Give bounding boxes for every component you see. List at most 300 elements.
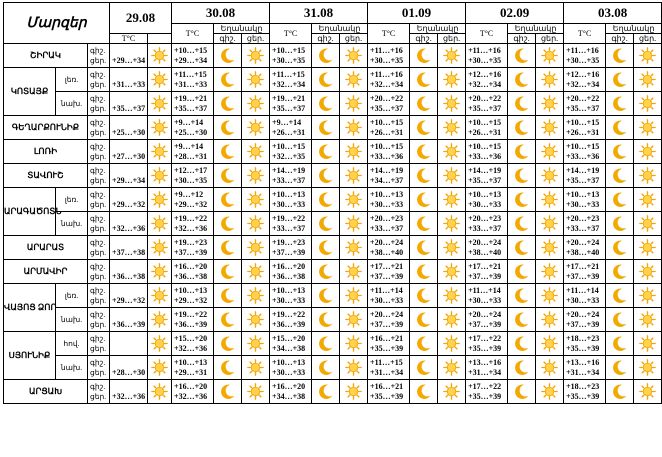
night-icon-cell xyxy=(410,116,438,140)
day-icon-cell xyxy=(634,380,662,404)
moon-icon xyxy=(219,335,236,352)
weather-icon-cell xyxy=(148,116,172,140)
weather-icon-cell xyxy=(148,140,172,164)
weather-icon-cell xyxy=(148,188,172,212)
table-row xyxy=(4,44,662,68)
sun-icon xyxy=(541,335,558,352)
night-icon-cell xyxy=(410,356,438,380)
temp-cell: +11…+14 +30…+33 xyxy=(564,284,606,308)
moon-icon xyxy=(415,263,432,280)
night-icon-cell xyxy=(606,68,634,92)
sun-icon xyxy=(541,215,558,232)
sun-icon xyxy=(151,239,168,256)
day-icon-cell xyxy=(634,44,662,68)
sun-icon xyxy=(247,119,264,136)
temp-cell: +29…+34 xyxy=(110,164,148,188)
moon-icon xyxy=(317,47,334,64)
weather-header: Եղանակը xyxy=(606,24,662,34)
period-labels: գիշ. ցեր. xyxy=(88,68,110,92)
night-icon-cell xyxy=(410,188,438,212)
night-icon-cell xyxy=(508,44,536,68)
day-icon-cell xyxy=(340,164,368,188)
sun-icon xyxy=(541,383,558,400)
temp-cell: +20…+22 +35…+37 xyxy=(368,92,410,116)
day-icon-cell xyxy=(340,92,368,116)
day-icon-cell xyxy=(242,116,270,140)
day-icon-cell xyxy=(634,164,662,188)
night-icon-cell xyxy=(312,356,340,380)
temp-cell: +9…+12 +29…+32 xyxy=(172,188,214,212)
period-labels: գիշ. ցեր. xyxy=(88,212,110,236)
night-icon-cell xyxy=(312,308,340,332)
day-icon-cell xyxy=(242,284,270,308)
night-icon-cell xyxy=(508,68,536,92)
temp-cell: +20…+22 +35…+37 xyxy=(564,92,606,116)
table-row xyxy=(4,212,662,236)
sun-icon xyxy=(541,47,558,64)
day-header: ցեր. xyxy=(242,34,270,44)
sun-icon xyxy=(541,191,558,208)
day-icon-cell xyxy=(634,92,662,116)
moon-icon xyxy=(415,95,432,112)
sun-icon xyxy=(443,119,460,136)
temp-cell: +19…+22 +36…+39 xyxy=(270,308,312,332)
night-icon-cell xyxy=(312,188,340,212)
sun-icon xyxy=(151,359,168,376)
temp-cell: +13…+16 +31…+34 xyxy=(564,356,606,380)
temp-cell: +19…+21 +35…+37 xyxy=(172,92,214,116)
moon-icon xyxy=(317,311,334,328)
moon-icon xyxy=(317,71,334,88)
table-row xyxy=(4,308,662,332)
temp-cell: +10…+13 +29…+32 xyxy=(172,284,214,308)
regions-header: Մարզեր xyxy=(4,3,110,44)
moon-icon xyxy=(513,287,530,304)
zone-name: հով. xyxy=(56,332,88,356)
moon-icon xyxy=(219,263,236,280)
period-labels: գիշ. ցեր. xyxy=(88,380,110,404)
temp-cell: +20…+23 +33…+37 xyxy=(564,212,606,236)
night-icon-cell xyxy=(214,92,242,116)
night-icon-cell xyxy=(214,164,242,188)
sun-icon xyxy=(247,71,264,88)
night-icon-cell xyxy=(312,164,340,188)
moon-icon xyxy=(415,71,432,88)
sun-icon xyxy=(443,239,460,256)
weather-header: Եղանակը xyxy=(312,24,368,34)
day-icon-cell xyxy=(438,164,466,188)
sun-icon xyxy=(247,95,264,112)
day-icon-cell xyxy=(634,284,662,308)
temp-cell: +19…+22 +33…+37 xyxy=(270,212,312,236)
temp-cell: +14…+19 +34…+37 xyxy=(368,164,410,188)
temp-cell: +16…+20 +36…+38 xyxy=(270,260,312,284)
temp-cell: +10…+13 +30…+33 xyxy=(270,188,312,212)
night-icon-cell xyxy=(410,68,438,92)
sun-icon xyxy=(247,263,264,280)
moon-icon xyxy=(611,71,628,88)
temp-cell: +29…+34 xyxy=(110,44,148,68)
temp-cell: +19…+23 +37…+39 xyxy=(172,236,214,260)
sun-icon xyxy=(639,335,656,352)
moon-icon xyxy=(317,119,334,136)
day-icon-cell xyxy=(242,380,270,404)
moon-icon xyxy=(415,119,432,136)
table-row xyxy=(4,68,662,92)
temp-cell: +11…+16 +32…+34 xyxy=(368,68,410,92)
moon-icon xyxy=(219,287,236,304)
moon-icon xyxy=(611,335,628,352)
night-icon-cell xyxy=(508,140,536,164)
temp-cell: +27…+30 xyxy=(110,140,148,164)
sun-icon xyxy=(151,167,168,184)
sun-icon xyxy=(541,287,558,304)
moon-icon xyxy=(219,95,236,112)
moon-icon xyxy=(415,47,432,64)
sun-icon xyxy=(345,287,362,304)
sun-icon xyxy=(639,119,656,136)
moon-icon xyxy=(611,95,628,112)
period-labels: գիշ. ցեր. xyxy=(88,116,110,140)
moon-icon xyxy=(219,215,236,232)
day-icon-cell xyxy=(536,116,564,140)
sun-icon xyxy=(541,239,558,256)
moon-icon xyxy=(513,167,530,184)
day-icon-cell xyxy=(242,212,270,236)
moon-icon xyxy=(513,143,530,160)
moon-icon xyxy=(317,191,334,208)
moon-icon xyxy=(219,383,236,400)
day-icon-cell xyxy=(438,44,466,68)
night-icon-cell xyxy=(606,308,634,332)
day-icon-cell xyxy=(536,380,564,404)
sun-icon xyxy=(151,311,168,328)
moon-icon xyxy=(611,191,628,208)
table-row xyxy=(4,380,662,404)
moon-icon xyxy=(611,167,628,184)
temp-cell: +36…+38 xyxy=(110,260,148,284)
temp-cell: +16…+20 +32…+36 xyxy=(172,380,214,404)
night-icon-cell xyxy=(214,236,242,260)
day-icon-cell xyxy=(340,380,368,404)
moon-icon xyxy=(219,47,236,64)
day-icon-cell xyxy=(340,68,368,92)
day-icon-cell xyxy=(438,284,466,308)
table-row xyxy=(4,236,662,260)
temp-cell: +11…+16 +30…+35 xyxy=(368,44,410,68)
night-icon-cell xyxy=(312,260,340,284)
temp-cell: +20…+23 +33…+37 xyxy=(466,212,508,236)
night-icon-cell xyxy=(410,212,438,236)
date-header: 29.08 xyxy=(110,3,172,34)
day-icon-cell xyxy=(634,356,662,380)
region-name: ԱՐՄԱՎԻՐ xyxy=(4,260,88,284)
table-row xyxy=(4,356,662,380)
temp-header: T°C xyxy=(110,34,148,44)
sun-icon xyxy=(541,263,558,280)
night-icon-cell xyxy=(410,44,438,68)
moon-icon xyxy=(611,47,628,64)
moon-icon xyxy=(513,95,530,112)
temp-cell: +10…+15 +33…+36 xyxy=(368,140,410,164)
sun-icon xyxy=(443,335,460,352)
moon-icon xyxy=(317,335,334,352)
temp-cell: +18…+23 +35…+39 xyxy=(564,380,606,404)
night-icon-cell xyxy=(410,284,438,308)
night-icon-cell xyxy=(606,356,634,380)
sun-icon xyxy=(247,191,264,208)
sun-icon xyxy=(541,143,558,160)
temp-cell: +20…+24 +38…+40 xyxy=(564,236,606,260)
day-icon-cell xyxy=(634,332,662,356)
day-icon-cell xyxy=(536,164,564,188)
moon-icon xyxy=(415,143,432,160)
sun-icon xyxy=(345,215,362,232)
region-name: ՏԱՎՈՒՇ xyxy=(4,164,88,188)
sun-icon xyxy=(345,335,362,352)
moon-icon xyxy=(317,383,334,400)
day-icon-cell xyxy=(242,164,270,188)
region-name: ԿՈՏԱՅՔ xyxy=(4,68,56,116)
sun-icon xyxy=(247,383,264,400)
night-icon-cell xyxy=(606,164,634,188)
sun-icon xyxy=(639,47,656,64)
temp-cell: +10…+15 +30…+35 xyxy=(270,44,312,68)
sun-icon xyxy=(151,215,168,232)
moon-icon xyxy=(219,143,236,160)
moon-icon xyxy=(611,383,628,400)
day-icon-cell xyxy=(340,308,368,332)
day-icon-cell xyxy=(438,356,466,380)
weather-icon-cell xyxy=(148,236,172,260)
moon-icon xyxy=(513,47,530,64)
day-icon-cell xyxy=(634,212,662,236)
moon-icon xyxy=(317,167,334,184)
temp-cell: +29…+32 xyxy=(110,188,148,212)
night-icon-cell xyxy=(410,260,438,284)
weather-header xyxy=(148,34,172,44)
table-row xyxy=(4,92,662,116)
night-icon-cell xyxy=(508,116,536,140)
sun-icon xyxy=(345,119,362,136)
day-icon-cell xyxy=(340,284,368,308)
day-icon-cell xyxy=(438,212,466,236)
date-header: 03.08 xyxy=(564,3,662,24)
moon-icon xyxy=(415,383,432,400)
period-labels: գիշ. ցեր. xyxy=(88,92,110,116)
moon-icon xyxy=(611,311,628,328)
temp-cell: +10…+15 +26…+31 xyxy=(466,116,508,140)
night-icon-cell xyxy=(606,380,634,404)
sun-icon xyxy=(247,143,264,160)
day-icon-cell xyxy=(634,236,662,260)
date-header: 02.09 xyxy=(466,3,564,24)
day-icon-cell xyxy=(340,332,368,356)
moon-icon xyxy=(611,359,628,376)
table-row xyxy=(4,284,662,308)
night-header: գիշ. xyxy=(508,34,536,44)
night-icon-cell xyxy=(214,188,242,212)
moon-icon xyxy=(513,335,530,352)
period-labels: գիշ. ցեր. xyxy=(88,236,110,260)
night-icon-cell xyxy=(508,236,536,260)
temp-cell: +10…+15 +32…+35 xyxy=(270,140,312,164)
temp-cell: +10…+15 +33…+36 xyxy=(466,140,508,164)
night-icon-cell xyxy=(214,140,242,164)
moon-icon xyxy=(611,119,628,136)
day-icon-cell xyxy=(242,236,270,260)
moon-icon xyxy=(317,359,334,376)
sun-icon xyxy=(639,191,656,208)
temp-cell: +11…+15 +31…+34 xyxy=(368,356,410,380)
sun-icon xyxy=(151,47,168,64)
weather-icon-cell xyxy=(148,332,172,356)
zone-name: լեռ. xyxy=(56,188,88,212)
day-icon-cell xyxy=(438,332,466,356)
temp-cell: +20…+24 +37…+39 xyxy=(564,308,606,332)
moon-icon xyxy=(611,263,628,280)
day-icon-cell xyxy=(340,236,368,260)
day-icon-cell xyxy=(242,188,270,212)
day-icon-cell xyxy=(242,356,270,380)
night-icon-cell xyxy=(312,68,340,92)
forecast-table xyxy=(3,2,662,404)
day-icon-cell xyxy=(242,68,270,92)
night-icon-cell xyxy=(606,140,634,164)
night-icon-cell xyxy=(214,308,242,332)
night-icon-cell xyxy=(508,284,536,308)
moon-icon xyxy=(219,191,236,208)
weather-icon-cell xyxy=(148,260,172,284)
moon-icon xyxy=(513,263,530,280)
date-header: 01.09 xyxy=(368,3,466,24)
temp-cell: +17…+21 +37…+39 xyxy=(368,260,410,284)
night-icon-cell xyxy=(410,236,438,260)
moon-icon xyxy=(317,239,334,256)
region-name: ԱՐՑԱԽ xyxy=(4,380,88,404)
sun-icon xyxy=(345,47,362,64)
night-icon-cell xyxy=(214,212,242,236)
temp-cell: +32…+36 xyxy=(110,212,148,236)
day-icon-cell xyxy=(634,68,662,92)
night-icon-cell xyxy=(606,332,634,356)
day-icon-cell xyxy=(340,44,368,68)
night-icon-cell xyxy=(312,44,340,68)
table-row xyxy=(4,116,662,140)
moon-icon xyxy=(513,191,530,208)
day-icon-cell xyxy=(634,140,662,164)
temp-cell: +10…+15 +26…+31 xyxy=(564,116,606,140)
sun-icon xyxy=(151,263,168,280)
temp-cell: +20…+24 +38…+40 xyxy=(368,236,410,260)
moon-icon xyxy=(513,383,530,400)
night-icon-cell xyxy=(312,380,340,404)
night-icon-cell xyxy=(606,92,634,116)
day-icon-cell xyxy=(340,356,368,380)
zone-name: նախ. xyxy=(56,92,88,116)
temp-cell: +11…+16 +30…+35 xyxy=(564,44,606,68)
temp-cell: +16…+21 +35…+39 xyxy=(368,380,410,404)
day-icon-cell xyxy=(242,44,270,68)
sun-icon xyxy=(639,215,656,232)
night-header: գիշ. xyxy=(410,34,438,44)
night-icon-cell xyxy=(214,380,242,404)
temp-cell: +20…+24 +37…+39 xyxy=(466,308,508,332)
period-labels: գիշ. ցեր. xyxy=(88,164,110,188)
region-name: ԱՐԱՐԱՏ xyxy=(4,236,88,260)
temp-cell: +20…+24 +37…+39 xyxy=(368,308,410,332)
sun-icon xyxy=(151,191,168,208)
weather-icon-cell xyxy=(148,308,172,332)
temp-cell: +32…+36 xyxy=(110,380,148,404)
sun-icon xyxy=(443,47,460,64)
temp-cell: +9…+14 +25…+30 xyxy=(172,116,214,140)
temp-cell: +14…+19 +35…+37 xyxy=(466,164,508,188)
night-icon-cell xyxy=(410,92,438,116)
temp-cell: +10…+15 +26…+31 xyxy=(368,116,410,140)
moon-icon xyxy=(219,71,236,88)
sun-icon xyxy=(639,95,656,112)
night-icon-cell xyxy=(606,284,634,308)
table-row xyxy=(4,260,662,284)
table-row xyxy=(4,188,662,212)
weather-icon-cell xyxy=(148,92,172,116)
temp-cell: +20…+22 +35…+37 xyxy=(466,92,508,116)
night-header: գիշ. xyxy=(312,34,340,44)
weather-header: Եղանակը xyxy=(508,24,564,34)
temp-cell xyxy=(110,332,148,356)
sun-icon xyxy=(639,263,656,280)
period-labels: գիշ. ցեր. xyxy=(88,308,110,332)
night-icon-cell xyxy=(508,260,536,284)
temp-header: T°C xyxy=(368,24,410,44)
day-icon-cell xyxy=(536,260,564,284)
sun-icon xyxy=(443,287,460,304)
night-icon-cell xyxy=(214,44,242,68)
temp-cell: +10…+13 +30…+33 xyxy=(368,188,410,212)
sun-icon xyxy=(345,383,362,400)
day-icon-cell xyxy=(438,68,466,92)
moon-icon xyxy=(513,215,530,232)
date-header: 30.08 xyxy=(172,3,270,24)
temp-cell: +19…+21 +35…+37 xyxy=(270,92,312,116)
period-labels: գիշ. ցեր. xyxy=(88,260,110,284)
night-icon-cell xyxy=(214,116,242,140)
temp-cell: +17…+22 +35…+39 xyxy=(466,380,508,404)
zone-name: նախ. xyxy=(56,356,88,380)
moon-icon xyxy=(513,311,530,328)
night-icon-cell xyxy=(410,164,438,188)
table-row xyxy=(4,140,662,164)
sun-icon xyxy=(345,191,362,208)
temp-cell: +11…+14 +30…+33 xyxy=(368,284,410,308)
period-labels: գիշ. ցեր. xyxy=(88,44,110,68)
sun-icon xyxy=(541,311,558,328)
sun-icon xyxy=(541,71,558,88)
period-labels: գիշ. ցեր. xyxy=(88,188,110,212)
sun-icon xyxy=(345,359,362,376)
temp-cell: +11…+15 +31…+33 xyxy=(172,68,214,92)
day-icon-cell xyxy=(438,188,466,212)
night-icon-cell xyxy=(606,44,634,68)
temp-cell: +10…+13 +29…+31 xyxy=(172,356,214,380)
sun-icon xyxy=(247,167,264,184)
night-header: գիշ. xyxy=(214,34,242,44)
moon-icon xyxy=(415,215,432,232)
temp-cell: +20…+23 +33…+37 xyxy=(368,212,410,236)
region-name: ԱՐԱԳԱԾՈՏՆ xyxy=(4,188,56,236)
moon-icon xyxy=(415,191,432,208)
